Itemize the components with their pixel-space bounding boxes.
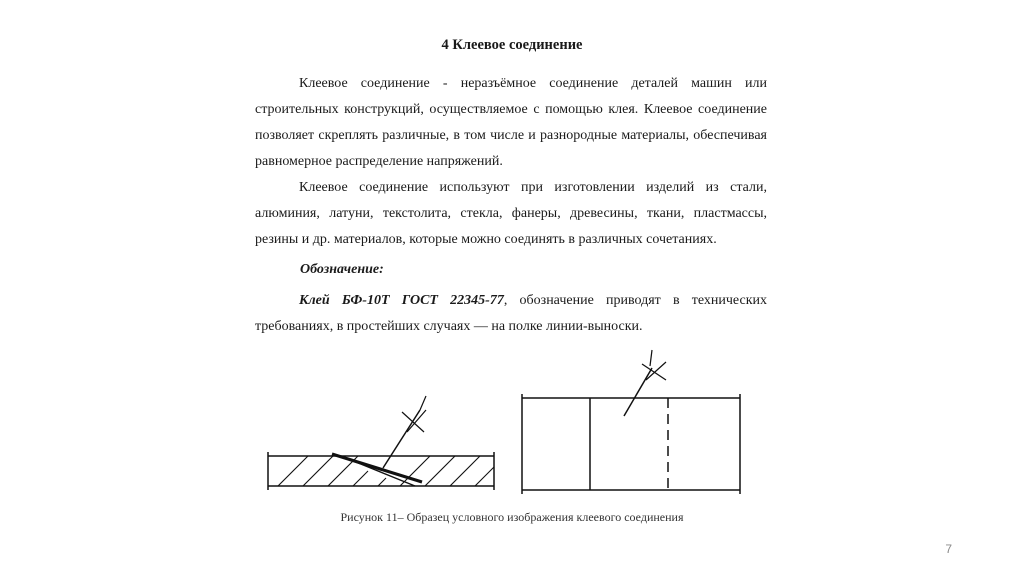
designation-heading: Обозначение: (300, 262, 384, 277)
page-number: 7 (945, 542, 952, 556)
adhesive-joint-figure (250, 340, 770, 500)
paragraph-definition-text: Клеевое соединение - неразъёмное соединение деталей машин или строительных конструкций, осуществляемое с помощью клея. Клеевое соединение позволяет скреплять различные, в том числе и разнородные материалы, обеспечивая равномерное распределение напряжений. (255, 76, 767, 169)
section-title: 4 Клеевое соединение (441, 37, 583, 53)
designation-text: , обозначение приводят в технических требованиях, в простейших случаях — на полке линии-выноски. (255, 293, 768, 334)
paragraph-definition (255, 71, 767, 175)
joint-view-drawing (522, 350, 740, 494)
adhesive-seam-inner (346, 458, 415, 486)
hatched-section-drawing (268, 396, 505, 490)
leader-line-right (624, 368, 652, 416)
figure-caption: Рисунок 11– Образец условного изображения клеевого соединения (340, 510, 684, 524)
paragraph-usage-text: Клеевое соединение используют при изготовлении изделий из стали, алюминия, латуни, текстолита, стекла, фанеры, древесины, ткани, пластмассы, резины и др. материалов, которые можно соединять в различных сочетаниях. (255, 180, 767, 247)
adhesive-symbol-right (642, 350, 666, 380)
paragraph-usage (255, 175, 767, 253)
leader-line-left (383, 410, 420, 468)
designation-example: Клей БФ-10Т ГОСТ 22345-77 (299, 293, 504, 308)
paragraph-designation (255, 288, 767, 340)
adhesive-symbol-left (402, 396, 426, 432)
